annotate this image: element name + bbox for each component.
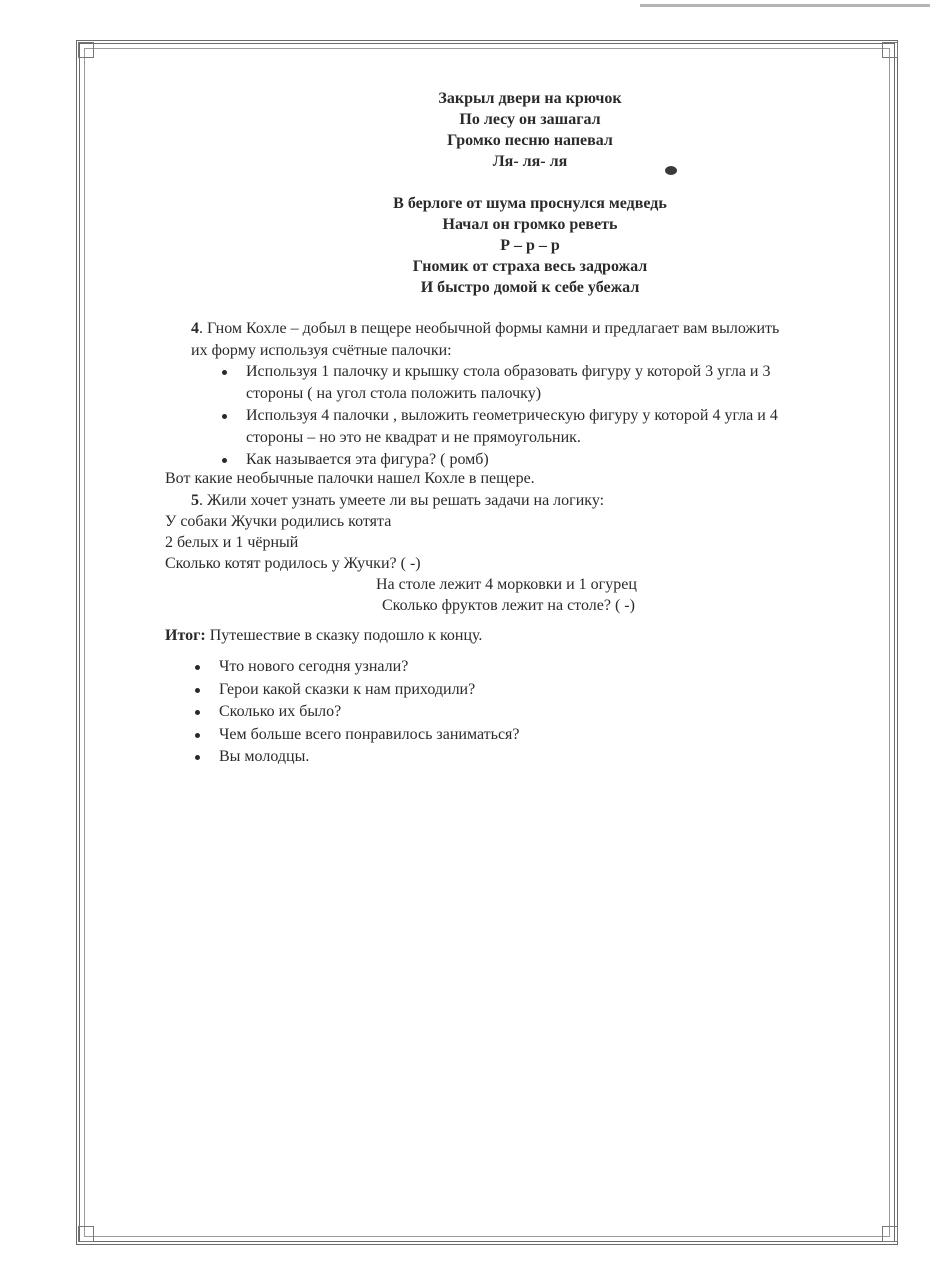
list-item-line: стороны – но это не квадрат и не прямоугольник. [246, 428, 581, 446]
list-item-text: Герои какой сказки к нам приходили? [219, 680, 476, 698]
task-number: 4 [191, 320, 199, 337]
list-item [193, 724, 520, 747]
list-item [193, 679, 520, 702]
task-4-bullet-list [220, 361, 778, 472]
list-item-line: Используя 4 палочки , выложить геометрическую фигуру у которой 4 угла и 4 [246, 407, 778, 424]
task-5-line: Сколько котят родилось у Жучки? ( -) [165, 555, 421, 572]
summary-question-list [193, 656, 520, 769]
border-corner-ornament [78, 42, 94, 58]
bullet-icon [195, 733, 200, 738]
poem-line: Начал он громко реветь [442, 216, 618, 233]
poem-stanza-2 [300, 193, 760, 298]
task-4-text: . Гном Кохле – добыл в пещере необычной формы камни и предлагает вам выложить [199, 320, 780, 337]
list-item [193, 746, 520, 769]
list-item [220, 361, 778, 404]
poem-line: В берлоге от шума проснулся медведь [393, 195, 667, 212]
list-item-line: стороны ( на угол стола положить палочку) [246, 384, 542, 402]
poem-line: Ля- ля- ля [492, 153, 568, 170]
bullet-icon [195, 755, 200, 760]
task-5-line: 2 белых и 1 чёрный [165, 534, 299, 551]
list-item-text: Вы молодцы. [219, 748, 310, 765]
bullet-icon [195, 710, 200, 715]
task-5-intro [191, 490, 604, 512]
list-item-text: Что нового сегодня узнали? [219, 658, 409, 675]
task-4-line-1 [191, 318, 779, 340]
poem-line: Закрыл двери на крючок [438, 90, 622, 107]
poem-line: И быстро домой к себе убежал [420, 279, 640, 296]
poem-line: По лесу он зашагал [459, 111, 601, 128]
task-4-intro [191, 318, 779, 361]
task-4-line-2: их форму используя счётные палочки: [191, 341, 452, 359]
task-number: 5 [191, 492, 199, 509]
list-item-line: Используя 1 палочку и крышку стола образовать фигуру у которой 3 угла и 3 [246, 363, 771, 380]
list-item-line: Как называется эта фигура? ( ромб) [246, 451, 489, 468]
summary [165, 625, 482, 647]
border-corner-ornament [882, 42, 898, 58]
bullet-icon [222, 458, 227, 463]
list-item [193, 656, 520, 679]
summary-text: Путешествие в сказку подошло к концу. [205, 627, 483, 644]
task-4-closing: Вот какие необычные палочки нашел Кохле в пещере. [165, 470, 535, 487]
poem-line: Громко песню напевал [447, 132, 613, 149]
border-corner-ornament [882, 1226, 898, 1242]
poem-line: Р – р – р [500, 237, 560, 254]
bullet-icon [195, 688, 200, 693]
task-5-line: У собаки Жучки родились котята [165, 513, 392, 530]
list-item-text: Чем больше всего понравилось заниматься? [219, 725, 520, 743]
scan-streak [640, 4, 930, 7]
task-5-riddle-line: На столе лежит 4 морковки и 1 огурец [376, 576, 637, 593]
bullet-icon [195, 665, 200, 670]
border-corner-ornament [78, 1226, 94, 1242]
poem-line: Гномик от страха весь задрожал [412, 258, 648, 275]
poem-stanza-1 [300, 88, 760, 172]
bullet-icon [222, 414, 227, 419]
list-item-text: Сколько их было? [219, 703, 342, 720]
task-5-text: . Жили хочет узнать умеете ли вы решать задачи на логику: [199, 492, 605, 509]
list-item [193, 701, 520, 724]
bullet-icon [222, 370, 227, 375]
task-5-riddle-line: Сколько фруктов лежит на столе? ( -) [382, 597, 635, 614]
list-item [220, 405, 778, 448]
summary-label: Итог: [165, 627, 206, 644]
